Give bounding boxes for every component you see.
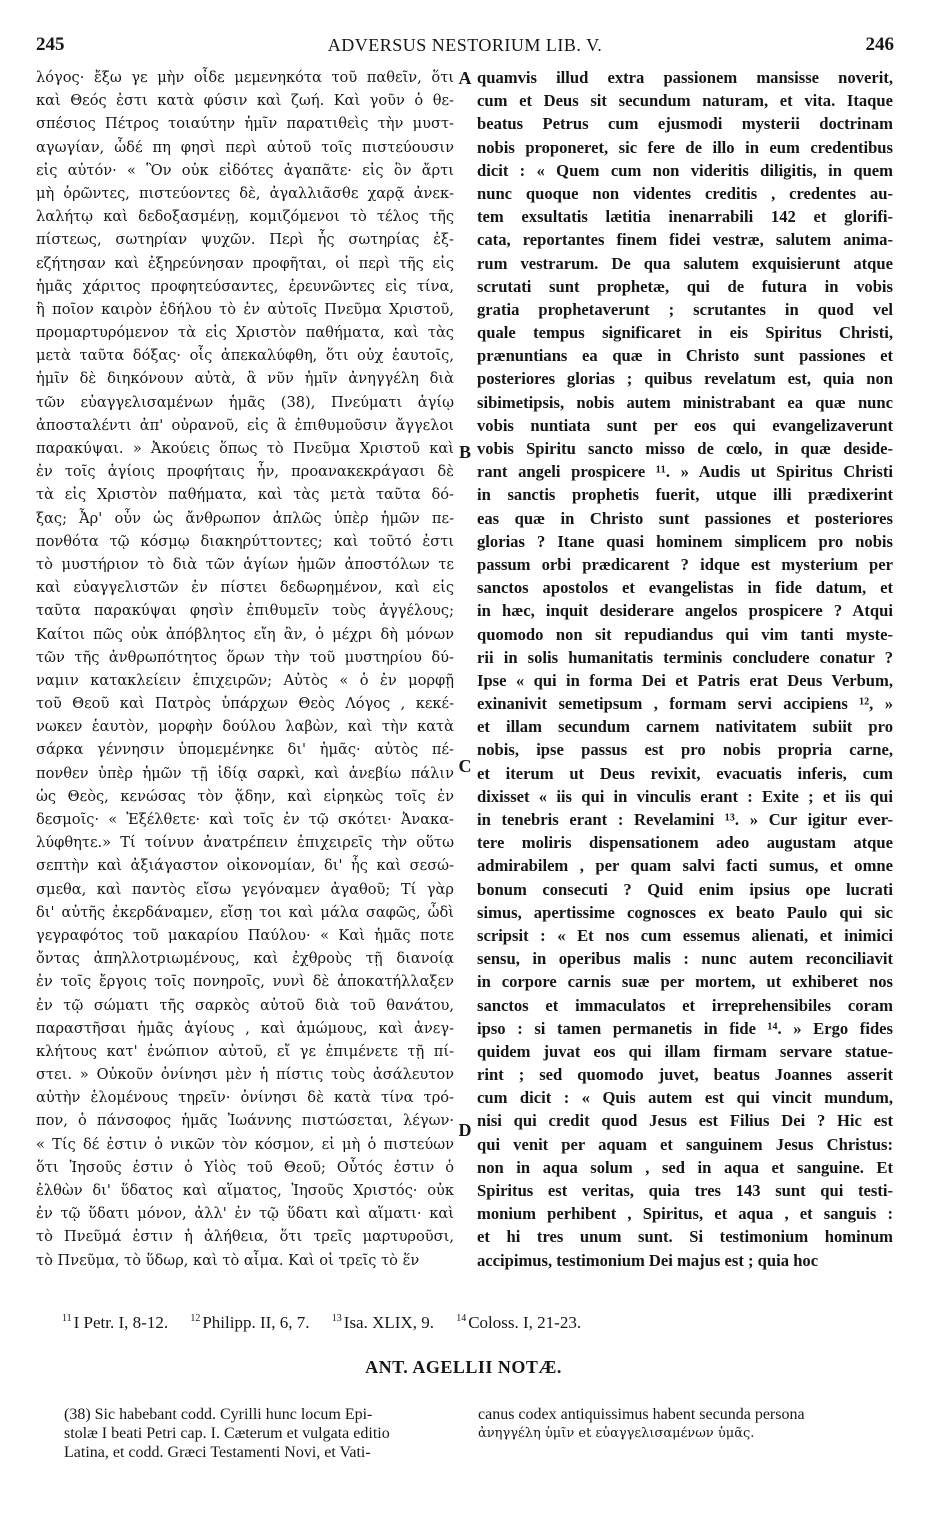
latin-text-line: et hi tres unum sunt. Si testimonium hominum [477, 1227, 893, 1247]
greek-text-line: στει. » Οὐκοῦν ὀνίνησι μὲν ἡ πίστις τοὺς ἀσάλευτον [36, 1066, 454, 1084]
latin-text-line: nobis, ipse passus est pro nobis propria carne, [477, 740, 893, 760]
greek-text-line: τῶν εὐαγγελισαμένων ἡμᾶς (38), Πνεύματι ἁγίῳ [36, 393, 454, 411]
latin-text-line: monium perhibent , Spiritus, et aqua , et sanguis : [477, 1204, 893, 1224]
greek-text-line: μετὰ ταῦτα δόξας· οἷς ἀπεκαλύφθη, ὅτι οὐχ ἑαυτοῖς, [36, 347, 454, 365]
greek-text-line: ὡς Θεὸς, κενώσας τὸν ᾅδην, καὶ εἰρηκὼς τοῖς ἐν [36, 787, 454, 805]
greek-text-line: λύφθητε.» Τί τοίνυν ἀνατρέπειν ἐπιχειρεῖς τὴν οὕτω [36, 834, 454, 852]
greek-text-line: τοῦ Θεοῦ καὶ Πατρὸς ὑπάρχων Θεὸς Λόγος , κεκέ- [36, 695, 454, 713]
greek-text-line: λαλήτῳ καὶ δεδοξασμένῃ, κομιζόμενοι τὸ τέλος τῆς [36, 208, 454, 226]
latin-text-line: dicit : « Quem cum non videritis diligitis, in quem [477, 160, 893, 180]
page-header [36, 34, 894, 62]
greek-text-line: ἐν τῷ ὕδατι μόνον, ἀλλ' ἐν τῷ ὕδατι καὶ αἵματι· καὶ [36, 1205, 454, 1223]
latin-text-line: nisi qui credit quod Jesus est Filius Dei ? Hic est [477, 1111, 893, 1131]
margin-marker-b: B [458, 442, 471, 462]
margin-marker-d: D [458, 1120, 472, 1140]
footnotes [62, 1313, 902, 1333]
latin-text-line: glorias ? Itane quasi hominem simplicem pro nobis [477, 531, 893, 551]
latin-text-line: scrutati sunt prophetæ, qui de futura in vobis [477, 276, 893, 296]
notes-section-title: ANT. AGELLII NOTÆ. [365, 1357, 562, 1377]
latin-text-line: tere moliris dispensationem adeo augustam atque [477, 833, 893, 853]
latin-text-line: ipso : si tamen permanetis in fide ¹⁴. » Ergo fides [477, 1018, 893, 1038]
latin-text-line: quomodo non sit repudiandus qui vim tanti myste- [477, 624, 893, 644]
latin-text-line: nobis proponeret, sic fere de illo in eum credentibus [477, 137, 893, 157]
latin-text-line: rii in solis humanitatis terminis concludere conatur ? [477, 647, 893, 667]
greek-text-line: ἢ ποῖον καιρὸν ἐδήλου τὸ ἐν αὐτοῖς Πνεῦμα Χριστοῦ, [36, 300, 454, 318]
greek-text-line: λόγος· ἔξω γε μὴν οἶδε μεμενηκότα τοῦ παθεῖν, ὅτι [36, 69, 454, 86]
greek-text-line: ἀποσταλέντι ἀπ' οὐρανοῦ, εἰς ἃ ἐπιθυμοῦσιν ἄγγελοι [36, 416, 454, 434]
margin-marker-c: C [458, 756, 472, 776]
greek-text-line: ναμιν κατακλείειν ἐπιχειρῶν; Αὐτὸς « ὁ ἐν μορφῇ [36, 671, 454, 689]
latin-text-line: cum et Deus sit secundum naturam, et vita. Itaque [477, 91, 893, 111]
greek-text-line: αὐτὴν ἑλομένους τηρεῖν· ὀνίνησι δὲ κατὰ τίνα τρό- [36, 1089, 454, 1107]
footnote-number: 14 [456, 1313, 467, 1325]
footnote [332, 1313, 434, 1333]
notes-left-column [64, 1405, 456, 1462]
greek-text-column [36, 66, 454, 1272]
latin-text-line: passum orbi prædicarent ? idque est mysterium per [477, 554, 893, 574]
greek-text-line: δι' αὐτῆς ἐκερδάναμεν, εἴσῃ τοι καὶ μάλα σαφῶς, ὧδὶ [36, 903, 454, 921]
greek-text-line: ἡμῖν δὲ διηκόνουν αὐτὰ, ἃ νῦν ἡμῖν ἀνηγγέλη διὰ [36, 370, 454, 388]
footnote-text: Philipp. II, 6, 7. [202, 1313, 310, 1332]
note-line: ἀνηγγέλη ὑμῖν et εὐαγγελισαμένων ὑμᾶς. [478, 1426, 755, 1441]
greek-text-line: παραστῆσαι ἡμᾶς ἁγίους , καὶ ἀμώμους, καὶ ἀνεγ- [36, 1019, 454, 1037]
latin-text-line: vobis nuntiata sunt per eos qui evangelizaverunt [477, 415, 893, 435]
greek-text-line: εζήτησαν καὶ ἐξηρεύνησαν προφῆται, οἱ περὶ τῆς εἰς [36, 254, 454, 272]
latin-text-line: simus, apertissime cognosces ex beato Paulo qui sic [477, 902, 893, 922]
greek-text-line: Καίτοι πῶς οὐκ ἀπόβλητος εἴη ἂν, ὁ μέχρι δὴ μόνων [36, 625, 454, 643]
greek-text-line: σμεθα, καὶ παντὸς εἴσω γεγόναμεν ἀγαθοῦ; Τί γὰρ [36, 880, 454, 898]
latin-text-line: nunc quoque non videntes creditis , credentes au- [477, 183, 893, 203]
greek-text-line: γεγραφότος τοῦ μακαρίου Παύλου· « Καὶ ἡμᾶς ποτε [36, 926, 454, 944]
greek-text-line: ὅτι Ἰησοῦς ἐστιν ὁ Υἱὸς τοῦ Θεοῦ; Οὗτός ἐστιν ὁ [36, 1158, 454, 1176]
greek-text-line: σπέσιος Πέτρος τοιαύτην ἡμῖν παρατιθεὶς τὴν μυστ- [36, 115, 454, 133]
latin-text-line: posteriores glorias ; quibus revelatum est, quia non [477, 369, 893, 389]
greek-text-line: ἐν τῷ σώματι τῆς σαρκὸς αὐτοῦ διὰ τοῦ θανάτου, [36, 996, 454, 1014]
notes-right-column [478, 1405, 894, 1443]
greek-text-line: καὶ εὐαγγελιστῶν ἐν πίστει δεδωρημένον, καὶ εἰς [36, 579, 454, 597]
latin-text-line: et illam secundum carnem nativitatem subiit pro [477, 717, 893, 737]
latin-text-line: vobis Spiritu sancto misso de cœlo, in quæ deside- [477, 439, 893, 458]
page-number-left: 245 [36, 34, 65, 55]
greek-text-line: παρακύψαι. » Ἀκούεις ὅπως τὸ Πνεῦμα Χριστοῦ καὶ [36, 440, 454, 457]
latin-text-line: quale tempus significaret in eis Spiritus Christi, [477, 323, 893, 343]
latin-text-line: Spiritus est veritas, quia tres 143 sunt qui testi- [477, 1181, 893, 1200]
latin-text-line: in corpore carnis suæ per mortem, ut exhiberet nos [477, 972, 893, 992]
latin-text-line: cata, reportantes finem fidei vestræ, salutem anima- [477, 230, 893, 250]
greek-text-line: νωκεν ἑαυτὸν, μορφὴν δούλου λαβὼν, καὶ τὴν κατὰ [36, 718, 454, 736]
latin-text-line: rant angeli prospicere ¹¹. » Audis ut Spiritus Christi [477, 462, 893, 482]
greek-text-line: αγωγίαν, ὧδέ πη φησὶ περὶ αὐτοῦ τοῖς πιστεύουσιν [36, 138, 454, 156]
greek-text-line: πονθότα τῷ κόσμῳ διακηρύττοντες; καὶ τοῦτό ἐστι [36, 532, 454, 550]
note-line: stolæ I beati Petri cap. I. Cæterum et vulgata editio [64, 1425, 390, 1442]
latin-text-line: admirabilem , per quam salvi facti sumus, et omne [477, 856, 893, 876]
footnote-text: Isa. XLIX, 9. [343, 1313, 434, 1332]
running-title: ADVERSUS NESTORIUM LIB. V. [327, 35, 603, 55]
greek-text-line: ἡμᾶς χάριτος προφητεύσαντες, ἐρευνῶντες εἰς τίνα, [36, 277, 454, 295]
greek-text-line: τὸ μυστήριον τὸ διὰ τῶν ἁγίων ἡμῶν ἀποστόλων τε [36, 555, 454, 573]
footnote-number: 12 [190, 1313, 201, 1325]
footnote-number: 11 [62, 1313, 72, 1325]
latin-text-line: in sanctis prophetis fuerit, utque illi prædixerint [477, 485, 893, 505]
greek-text-line: τὸ Πνεῦμά ἐστιν ἡ ἀλήθεια, ὅτι τρεῖς μαρτυροῦσι, [36, 1228, 454, 1246]
greek-text-line: πονθεν ὑπὲρ ἡμῶν τῇ ἰδίᾳ σαρκὶ, καὶ ἀνεβίω πάλιν [36, 764, 454, 782]
greek-text-line: καὶ Θεός ἐστι κατὰ φύσιν καὶ ζωή. Καὶ γοῦν ὁ θε- [36, 92, 454, 110]
latin-text-line: qui venit per aquam et sanguinem Jesus Christus: [477, 1134, 893, 1154]
footnote [456, 1313, 581, 1333]
latin-text-line: prænuntians ea quæ in Christo sunt passiones et [477, 346, 893, 366]
latin-text-line: in hæc, inquit desiderare angelos prospicere ? Atqui [477, 601, 893, 621]
latin-text-line: beatus Petrus cum ejusmodi mysterii doctrinam [477, 114, 893, 134]
footnote-number: 13 [331, 1313, 342, 1325]
latin-text-line: tem exsultatis lætitia inenarrabili 142 et glorifi- [477, 207, 893, 227]
greek-text-line: ταῦτα παρακύψαι φησὶν ἐπιθυμεῖν τοὺς ἀγγέλους; [36, 602, 454, 620]
latin-text-line: dixisset « iis qui in vinculis erant : Exite ; et iis qui [477, 786, 893, 806]
latin-text-line: sensu, in operibus malis : nunc autem reconciliavit [477, 949, 893, 969]
greek-text-line: σάρκα γέννησιν ὑπομεμένηκε δι' ἡμᾶς· αὐτὸς πέ- [36, 741, 454, 759]
note-line: Latina, et codd. Græci Testamenti Novi, et Vati- [64, 1444, 371, 1461]
greek-text-line: « Τίς δέ ἐστιν ὁ νικῶν τὸν κόσμον, εἰ μὴ ὁ πιστεύων [36, 1135, 454, 1153]
greek-text-line: προμαρτυρόμενον τὰ εἰς Χριστὸν παθήματα, καὶ τὰς [36, 324, 454, 342]
greek-text-line: κλήτους κατ' ἐνώπιον αὐτοῦ, εἴ γε ἐπιμένετε τῇ πί- [36, 1042, 454, 1060]
latin-text-line: non in aqua solum , sed in aqua et sanguine. Et [477, 1157, 893, 1177]
latin-text-line: quamvis illud extra passionem mansisse noverit, [477, 68, 893, 87]
footnote-text: I Petr. I, 8-12. [73, 1313, 169, 1332]
latin-text-line: in tenebris erant : Revelamini ¹³. » Cur igitur ever- [477, 810, 893, 829]
note-line: canus codex antiquissimus habent secunda persona [478, 1406, 805, 1423]
latin-text-line: accipimus, testimonium Dei majus est ; quia hoc [477, 1250, 819, 1270]
note-line: (38) Sic habebant codd. Cyrilli hunc locum Epi- [64, 1406, 373, 1423]
latin-text-line: bonum consecuti ? Quid enim ipsius ope lucrati [477, 879, 893, 899]
page-number-right: 246 [865, 34, 894, 55]
latin-text-line: eas quæ in Christo sunt passiones et posteriores [477, 508, 893, 528]
greek-text-line: ἐλθὼν δι' ὕδατος καὶ αἵματος, Ἰησοῦς Χριστός· οὐκ [36, 1182, 454, 1199]
latin-text-line: quidem juvat eos qui illam firmam servare statue- [477, 1041, 893, 1061]
latin-text-column [477, 66, 893, 1272]
greek-text-line: ἐν τοῖς ἔργοις τοῖς πονηροῖς, νυνὶ δὲ ἀποκατήλλαξεν [36, 973, 454, 991]
margin-marker-a: A [458, 68, 472, 88]
latin-text-line: cum dicit : « Quis autem est qui vincit mundum, [477, 1088, 893, 1108]
greek-text-line: σεπτὴν καὶ ἀξιάγαστον οἰκονομίαν, δι' ἧς καὶ σεσώ- [36, 857, 454, 875]
greek-text-line: τὰ εἰς Χριστὸν παθήματα, καὶ τὰς μετὰ ταῦτα δό- [36, 486, 454, 504]
greek-text-line: εἰς αὐτόν· « Ὃν οὐκ εἰδότες ἀγαπᾶτε· εἰς ὃν ἄρτι [36, 161, 454, 179]
footnote [190, 1313, 309, 1333]
latin-text-line: sanctos et immaculatos et irreprehensibiles coram [477, 995, 893, 1015]
greek-text-line: ἐν τοῖς ἁγίοις προφήταις ἦν, προανακεκράγασι δὲ [36, 463, 454, 481]
latin-text-line: Ipse « qui in forma Dei et Patris erat Deus Verbum, [477, 670, 893, 690]
greek-text-line: ξας; Ἆρ' οὖν ὡς ἄνθρωπον ἁπλῶς ὑπὲρ ἡμῶν πε- [36, 509, 454, 527]
latin-text-line: gratia prophetaverunt ; scrutantes in quod vel [477, 299, 893, 319]
latin-text-line: sibimetipsis, nobis autem ministrabant ea quæ nunc [477, 392, 893, 412]
greek-text-line: δεσμοῖς· « Ἐξέλθετε· καὶ τοῖς ἐν τῷ σκότει· Ἀνακα- [36, 811, 454, 828]
greek-text-line: πον, ὁ πάνσοφος ἡμᾶς Ἰωάννης πιστώσεται, λέγων· [36, 1112, 454, 1130]
greek-text-line: μὴ ὁρῶντες, πιστεύοντες δὲ, ἀγαλλιᾶσθε χαρᾷ ἀνεκ- [36, 184, 454, 202]
latin-text-line: sanctos apostolos et evangelistas in fide datum, et [477, 578, 893, 598]
footnote [62, 1313, 168, 1333]
greek-text-line: τῶν τῆς ἀνθρωπότητος ὅρων τὴν τοῦ μυστηρίου δύ- [36, 648, 454, 666]
greek-text-line: τὸ Πνεῦμα, τὸ ὕδωρ, καὶ τὸ αἷμα. Καὶ οἱ τρεῖς τὸ ἕν [36, 1251, 420, 1269]
greek-text-line: ὄντας ἀπηλλοτριωμένους, καὶ ἐχθροὺς τῇ διανοίᾳ [36, 950, 454, 968]
footnote-text: Coloss. I, 21-23. [468, 1313, 582, 1332]
greek-text-line: πίστεως, σωτηρίαν ψυχῶν. Περὶ ἧς σωτηρίας ἐξ- [36, 231, 454, 249]
latin-text-line: exinanivit semetipsum , formam servi accipiens ¹², » [477, 694, 893, 714]
latin-text-line: scripsit : « Et nos cum essemus alienati, et inimici [477, 925, 893, 945]
latin-text-line: rint ; sed quomodo juvet, beatus Joannes asserit [477, 1065, 893, 1085]
latin-text-line: et iterum ut Deus revixit, evacuatis inferis, cum [477, 763, 893, 783]
latin-text-line: rum vestrarum. De qua salutem exquisierunt atque [477, 253, 893, 273]
